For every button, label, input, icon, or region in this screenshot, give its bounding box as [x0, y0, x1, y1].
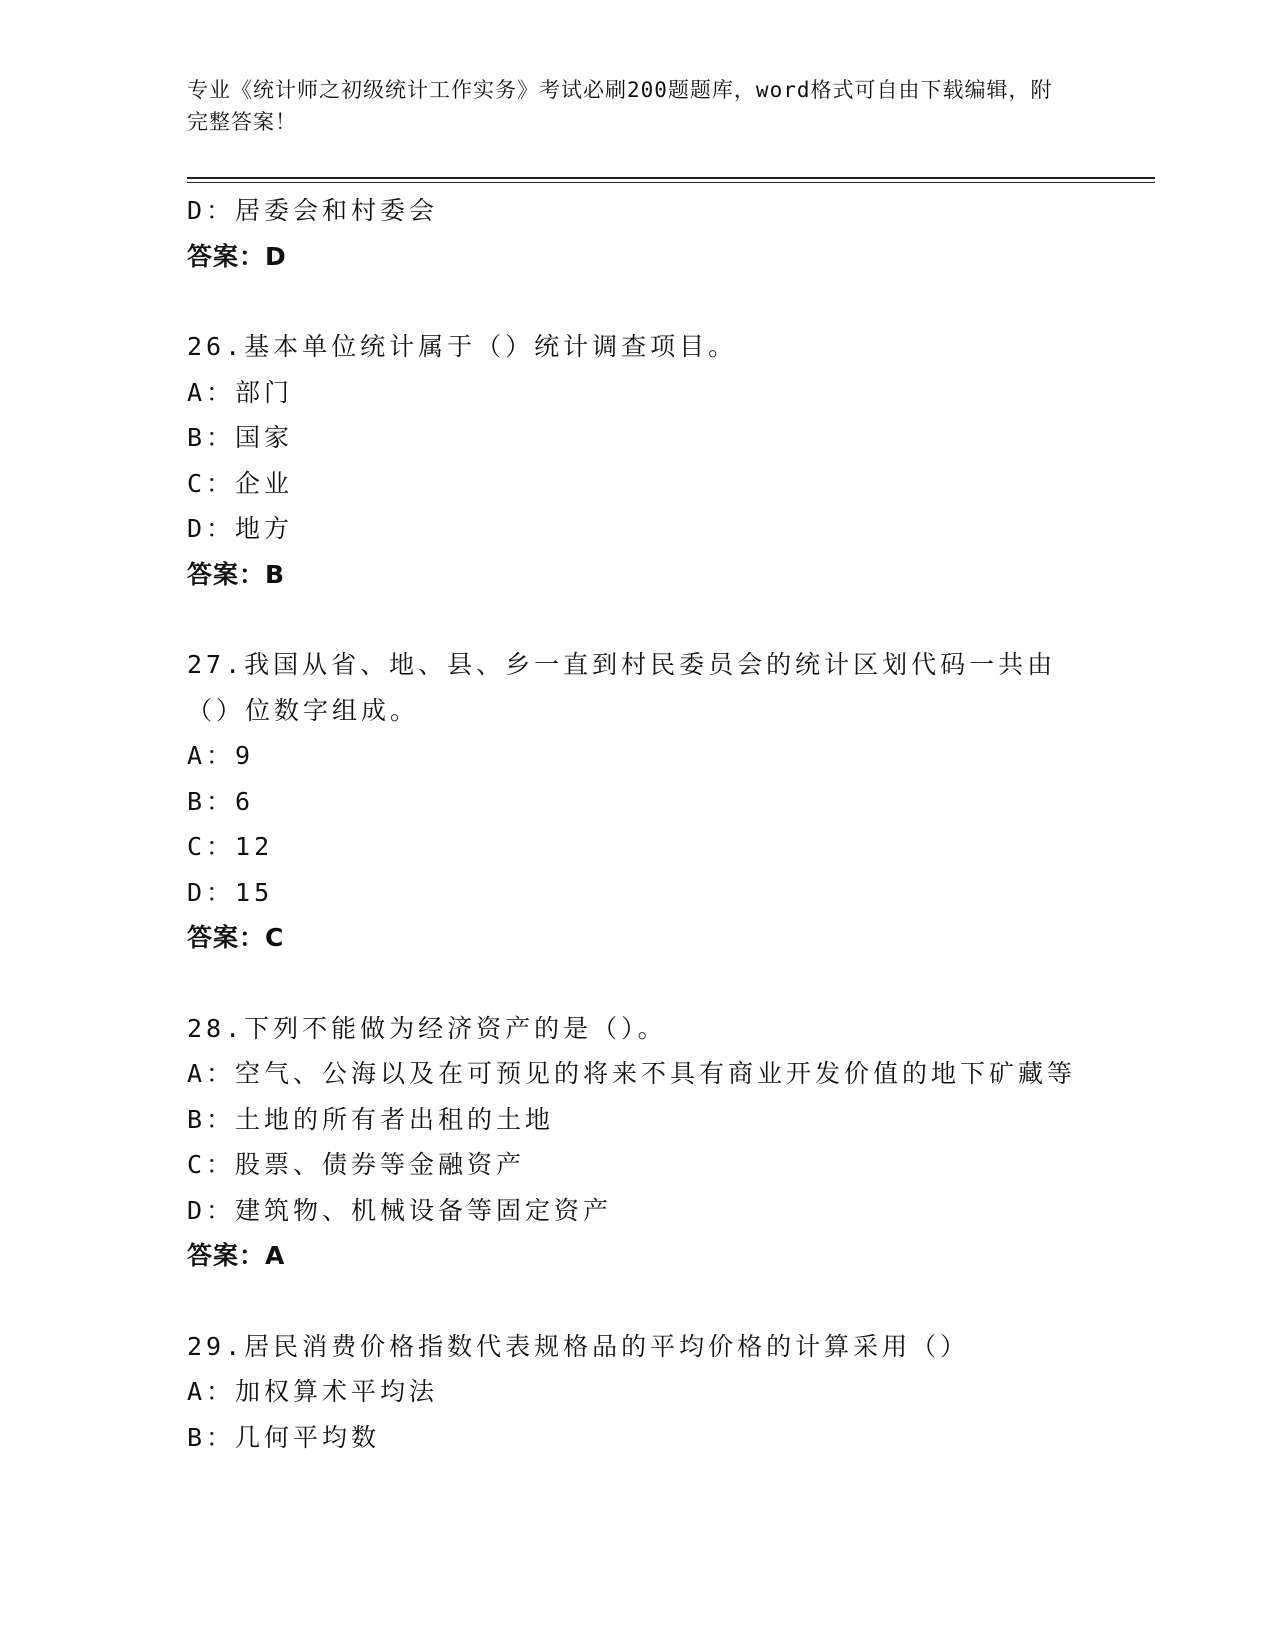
- option-c: C：12: [187, 832, 274, 861]
- header-divider-thin: [187, 182, 1155, 183]
- option-b: B：土地的所有者出租的土地: [187, 1104, 555, 1134]
- question-block-26: [187, 324, 1127, 597]
- option-d: D：建筑物、机械设备等固定资产: [187, 1195, 613, 1225]
- option-d: D：15: [187, 877, 274, 907]
- question-text: 29.居民消费价格指数代表规格品的平均价格的计算采用（）: [187, 1331, 970, 1361]
- option-d: D：地方: [187, 514, 294, 543]
- option-b: B：几何平均数: [187, 1422, 381, 1452]
- option-a: A：部门: [187, 377, 294, 407]
- answer-line: 答案：A: [187, 1241, 286, 1270]
- option-a: A：加权算术平均法: [187, 1377, 439, 1406]
- question-block-25: [187, 188, 1127, 279]
- answer-line: 答案：B: [187, 559, 286, 589]
- question-text: 28.下列不能做为经济资产的是（）。: [187, 1013, 667, 1043]
- question-text: 27.我国从省、地、县、乡一直到村民委员会的统计区划代码一共由（）位数字组成。: [187, 650, 1057, 725]
- answer-line: 答案：D: [187, 241, 287, 271]
- block-spacer: [187, 597, 1127, 642]
- question-block-27: [187, 642, 1127, 961]
- question-block-28: [187, 1006, 1127, 1279]
- option-c: C：股票、债券等金融资产: [187, 1150, 526, 1179]
- header-divider-thick: [187, 177, 1155, 179]
- block-spacer: [187, 279, 1127, 324]
- option-d: D：居委会和村委会: [187, 196, 439, 225]
- option-b: B：国家: [187, 423, 294, 452]
- question-block-29: [187, 1324, 1127, 1461]
- option-a: A：空气、公海以及在可预见的将来不具有商业开发价值的地下矿藏等: [187, 1059, 1077, 1088]
- option-a: A：9: [187, 741, 255, 770]
- option-c: C：企业: [187, 468, 294, 498]
- question-text: 26.基本单位统计属于（）统计调查项目。: [187, 332, 738, 361]
- answer-line: 答案：C: [187, 923, 285, 952]
- option-b: B：6: [187, 786, 255, 816]
- question-content: [187, 188, 1127, 1460]
- block-spacer: [187, 1279, 1127, 1324]
- block-spacer: [187, 961, 1127, 1006]
- document-header: 专业《统计师之初级统计工作实务》考试必刷200题题库，word格式可自由下载编辑，附完整答案！: [187, 78, 1053, 134]
